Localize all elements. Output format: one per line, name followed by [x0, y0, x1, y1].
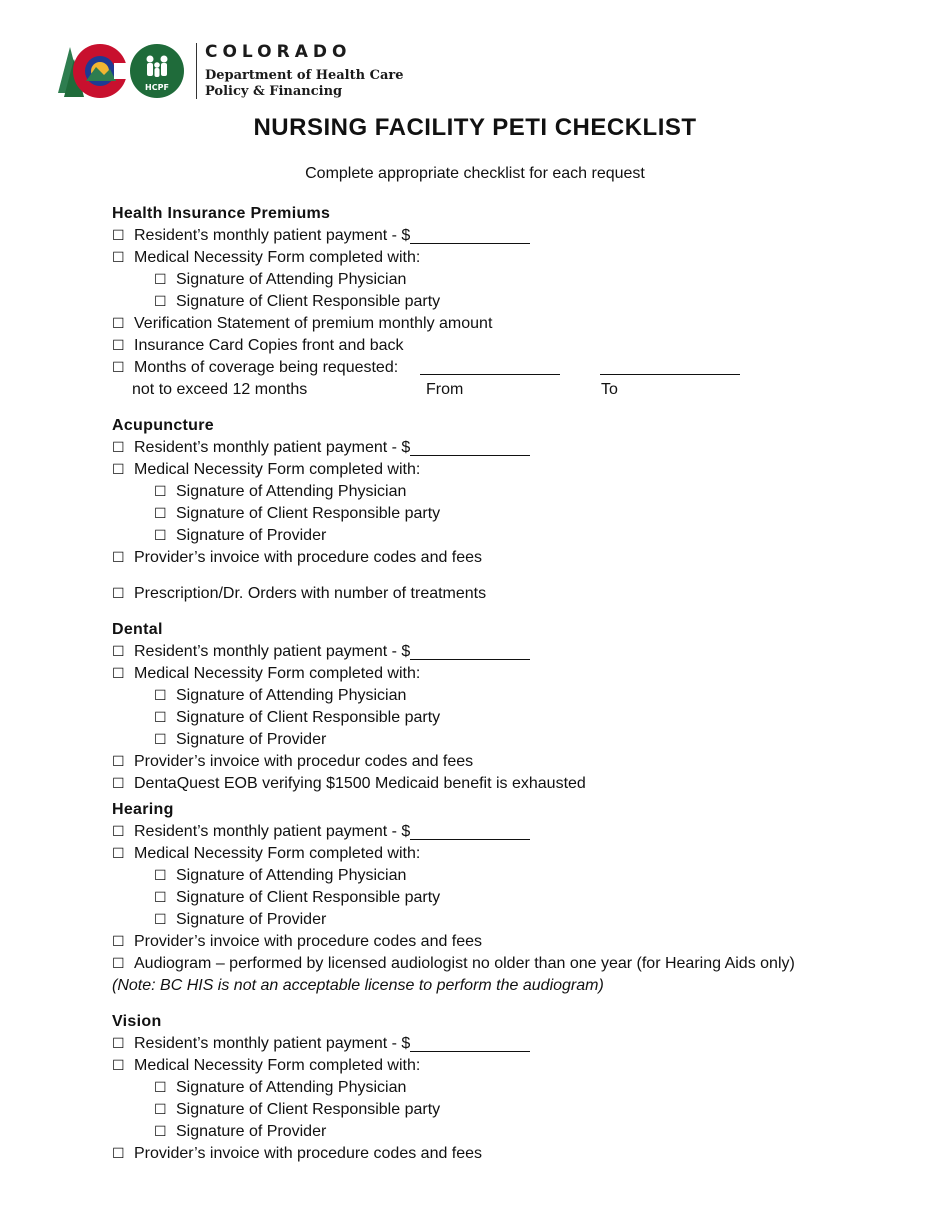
acupuncture-prescription-item [112, 583, 912, 605]
item-label: Provider’s invoice with procedure codes and fees [134, 1145, 483, 1162]
vision-mnf-item [112, 1055, 912, 1077]
item-label: Signature of Attending Physician [176, 687, 407, 704]
checkbox[interactable]: ☐ [112, 666, 125, 682]
checkbox[interactable]: ☐ [112, 440, 125, 456]
item-label: Signature of Attending Physician [176, 867, 407, 884]
from-date-blank[interactable] [420, 359, 560, 375]
checkbox[interactable]: ☐ [112, 1058, 125, 1074]
hcpf-badge-text: HCPF [145, 83, 169, 92]
item-label: Months of coverage being requested: [134, 359, 399, 376]
hearing-sig-physician-item [112, 865, 912, 887]
hearing-audiogram-item [112, 953, 912, 975]
item-label: Verification Statement of premium monthly amount [134, 315, 493, 332]
health-sig-physician-item [112, 269, 912, 291]
payment-amount-blank[interactable] [410, 824, 530, 840]
payment-amount-blank[interactable] [410, 1036, 530, 1052]
checkbox[interactable]: ☐ [154, 710, 167, 726]
checkbox[interactable]: ☐ [112, 644, 125, 660]
item-label: Resident’s monthly patient payment - $ [134, 439, 411, 456]
item-label: Signature of Provider [176, 1123, 327, 1140]
section-heading-health-insurance: Health Insurance Premiums [112, 205, 331, 222]
section-heading-hearing: Hearing [112, 801, 174, 818]
item-label: Medical Necessity Form completed with: [134, 845, 421, 862]
dept-line-2: Policy & Financing [205, 84, 343, 99]
section-heading-vision: Vision [112, 1013, 162, 1030]
item-label: Signature of Attending Physician [176, 271, 407, 288]
health-payment-item [112, 225, 912, 247]
checkbox[interactable]: ☐ [154, 1080, 167, 1096]
checkbox[interactable]: ☐ [112, 846, 125, 862]
checkbox[interactable]: ☐ [154, 272, 167, 288]
checkbox[interactable]: ☐ [154, 732, 167, 748]
dental-sig-provider-item [112, 729, 912, 751]
page-subtitle: Complete appropriate checklist for each request [305, 165, 645, 182]
item-label: Signature of Client Responsible party [176, 1101, 441, 1118]
item-label: Signature of Provider [176, 911, 327, 928]
vision-sig-provider-item [112, 1121, 912, 1143]
item-label: Resident’s monthly patient payment - $ [134, 823, 411, 840]
item-label: Medical Necessity Form completed with: [134, 665, 421, 682]
item-label: Signature of Client Responsible party [176, 293, 441, 310]
health-mnf-item [112, 247, 912, 269]
colorado-c-logo-icon [56, 41, 186, 101]
item-label: Audiogram – performed by licensed audiologist no older than one year (for Hearing Aids only) [134, 955, 795, 972]
hearing-sig-provider-item [112, 909, 912, 931]
item-label: Medical Necessity Form completed with: [134, 249, 421, 266]
checkbox[interactable]: ☐ [112, 776, 125, 792]
checkbox[interactable]: ☐ [154, 1124, 167, 1140]
checkbox[interactable]: ☐ [112, 462, 125, 478]
checkbox[interactable]: ☐ [112, 586, 125, 602]
to-date-blank[interactable] [600, 359, 740, 375]
acupuncture-sig-client-item [112, 503, 912, 525]
checkbox[interactable]: ☐ [112, 550, 125, 566]
checkbox[interactable]: ☐ [112, 316, 125, 332]
payment-amount-blank[interactable] [410, 228, 530, 244]
hearing-sig-client-item [112, 887, 912, 909]
checkbox[interactable]: ☐ [154, 912, 167, 928]
item-label: Signature of Client Responsible party [176, 889, 441, 906]
acupuncture-payment-item [112, 437, 912, 459]
item-label: Resident’s monthly patient payment - $ [134, 1035, 411, 1052]
page-title: NURSING FACILITY PETI CHECKLIST [253, 114, 697, 141]
dental-mnf-item [112, 663, 912, 685]
checkbox[interactable]: ☐ [112, 250, 125, 266]
payment-amount-blank[interactable] [410, 644, 530, 660]
dental-payment-item [112, 641, 912, 663]
health-months-item [112, 357, 912, 379]
vision-sig-physician-item [112, 1077, 912, 1099]
months-labels [112, 379, 912, 401]
acupuncture-invoice-item [112, 547, 912, 569]
item-label: Signature of Provider [176, 527, 327, 544]
payment-amount-blank[interactable] [410, 440, 530, 456]
checkbox[interactable]: ☐ [154, 528, 167, 544]
health-verification-item [112, 313, 912, 335]
dental-sig-physician-item [112, 685, 912, 707]
checkbox[interactable]: ☐ [112, 338, 125, 354]
dental-sig-client-item [112, 707, 912, 729]
checkbox[interactable]: ☐ [112, 754, 125, 770]
item-label: Provider’s invoice with procedure codes and fees [134, 933, 483, 950]
item-label: Medical Necessity Form completed with: [134, 1057, 421, 1074]
section-heading-dental: Dental [112, 621, 163, 638]
hearing-invoice-item [112, 931, 912, 953]
logo-divider [196, 43, 197, 99]
checkbox[interactable]: ☐ [154, 506, 167, 522]
item-label: Signature of Client Responsible party [176, 505, 441, 522]
state-name: COLORADO [205, 42, 352, 62]
checkbox[interactable]: ☐ [154, 1102, 167, 1118]
checkbox[interactable]: ☐ [154, 484, 167, 500]
item-label: Insurance Card Copies front and back [134, 337, 404, 354]
vision-sig-client-item [112, 1099, 912, 1121]
item-label: Medical Necessity Form completed with: [134, 461, 421, 478]
not-exceed-label: not to exceed 12 months [132, 381, 308, 398]
item-label: Signature of Provider [176, 731, 327, 748]
hearing-payment-item [112, 821, 912, 843]
health-insurance-card-item [112, 335, 912, 357]
from-label: From [426, 381, 464, 398]
vision-invoice-item [112, 1143, 912, 1165]
item-label: DentaQuest EOB verifying $1500 Medicaid benefit is exhausted [134, 775, 586, 792]
vision-payment-item [112, 1033, 912, 1055]
checkbox[interactable]: ☐ [112, 1036, 125, 1052]
section-heading-acupuncture: Acupuncture [112, 417, 214, 434]
checkbox[interactable]: ☐ [112, 956, 125, 972]
checkbox[interactable]: ☐ [154, 868, 167, 884]
item-label: Provider’s invoice with procedure codes and fees [134, 549, 483, 566]
checkbox[interactable]: ☐ [154, 890, 167, 906]
acupuncture-mnf-item [112, 459, 912, 481]
item-label: Prescription/Dr. Orders with number of treatments [134, 585, 487, 602]
checklist [112, 203, 912, 1165]
hearing-mnf-item [112, 843, 912, 865]
dept-line-1: Department of Health Care [205, 68, 404, 83]
to-label: To [601, 381, 618, 398]
item-label: Resident’s monthly patient payment - $ [134, 643, 411, 660]
dental-eob-item [112, 773, 912, 795]
checkbox[interactable]: ☐ [112, 824, 125, 840]
agency-name [205, 42, 404, 100]
checkbox[interactable]: ☐ [112, 934, 125, 950]
item-label: Signature of Attending Physician [176, 1079, 407, 1096]
agency-header [56, 40, 404, 102]
colorado-logo [56, 41, 186, 101]
acupuncture-sig-physician-item [112, 481, 912, 503]
item-label: Signature of Client Responsible party [176, 709, 441, 726]
checkbox[interactable]: ☐ [112, 1146, 125, 1162]
checkbox[interactable]: ☐ [112, 228, 125, 244]
item-label: Resident’s monthly patient payment - $ [134, 227, 411, 244]
item-label: Signature of Attending Physician [176, 483, 407, 500]
checkbox[interactable]: ☐ [112, 360, 125, 376]
checkbox[interactable]: ☐ [154, 688, 167, 704]
acupuncture-sig-provider-item [112, 525, 912, 547]
dental-invoice-item [112, 751, 912, 773]
health-sig-client-item [112, 291, 912, 313]
hearing-note: (Note: BC HIS is not an acceptable license to perform the audiogram) [112, 977, 604, 994]
checkbox[interactable]: ☐ [154, 294, 167, 310]
item-label: Provider’s invoice with procedur codes and fees [134, 753, 474, 770]
